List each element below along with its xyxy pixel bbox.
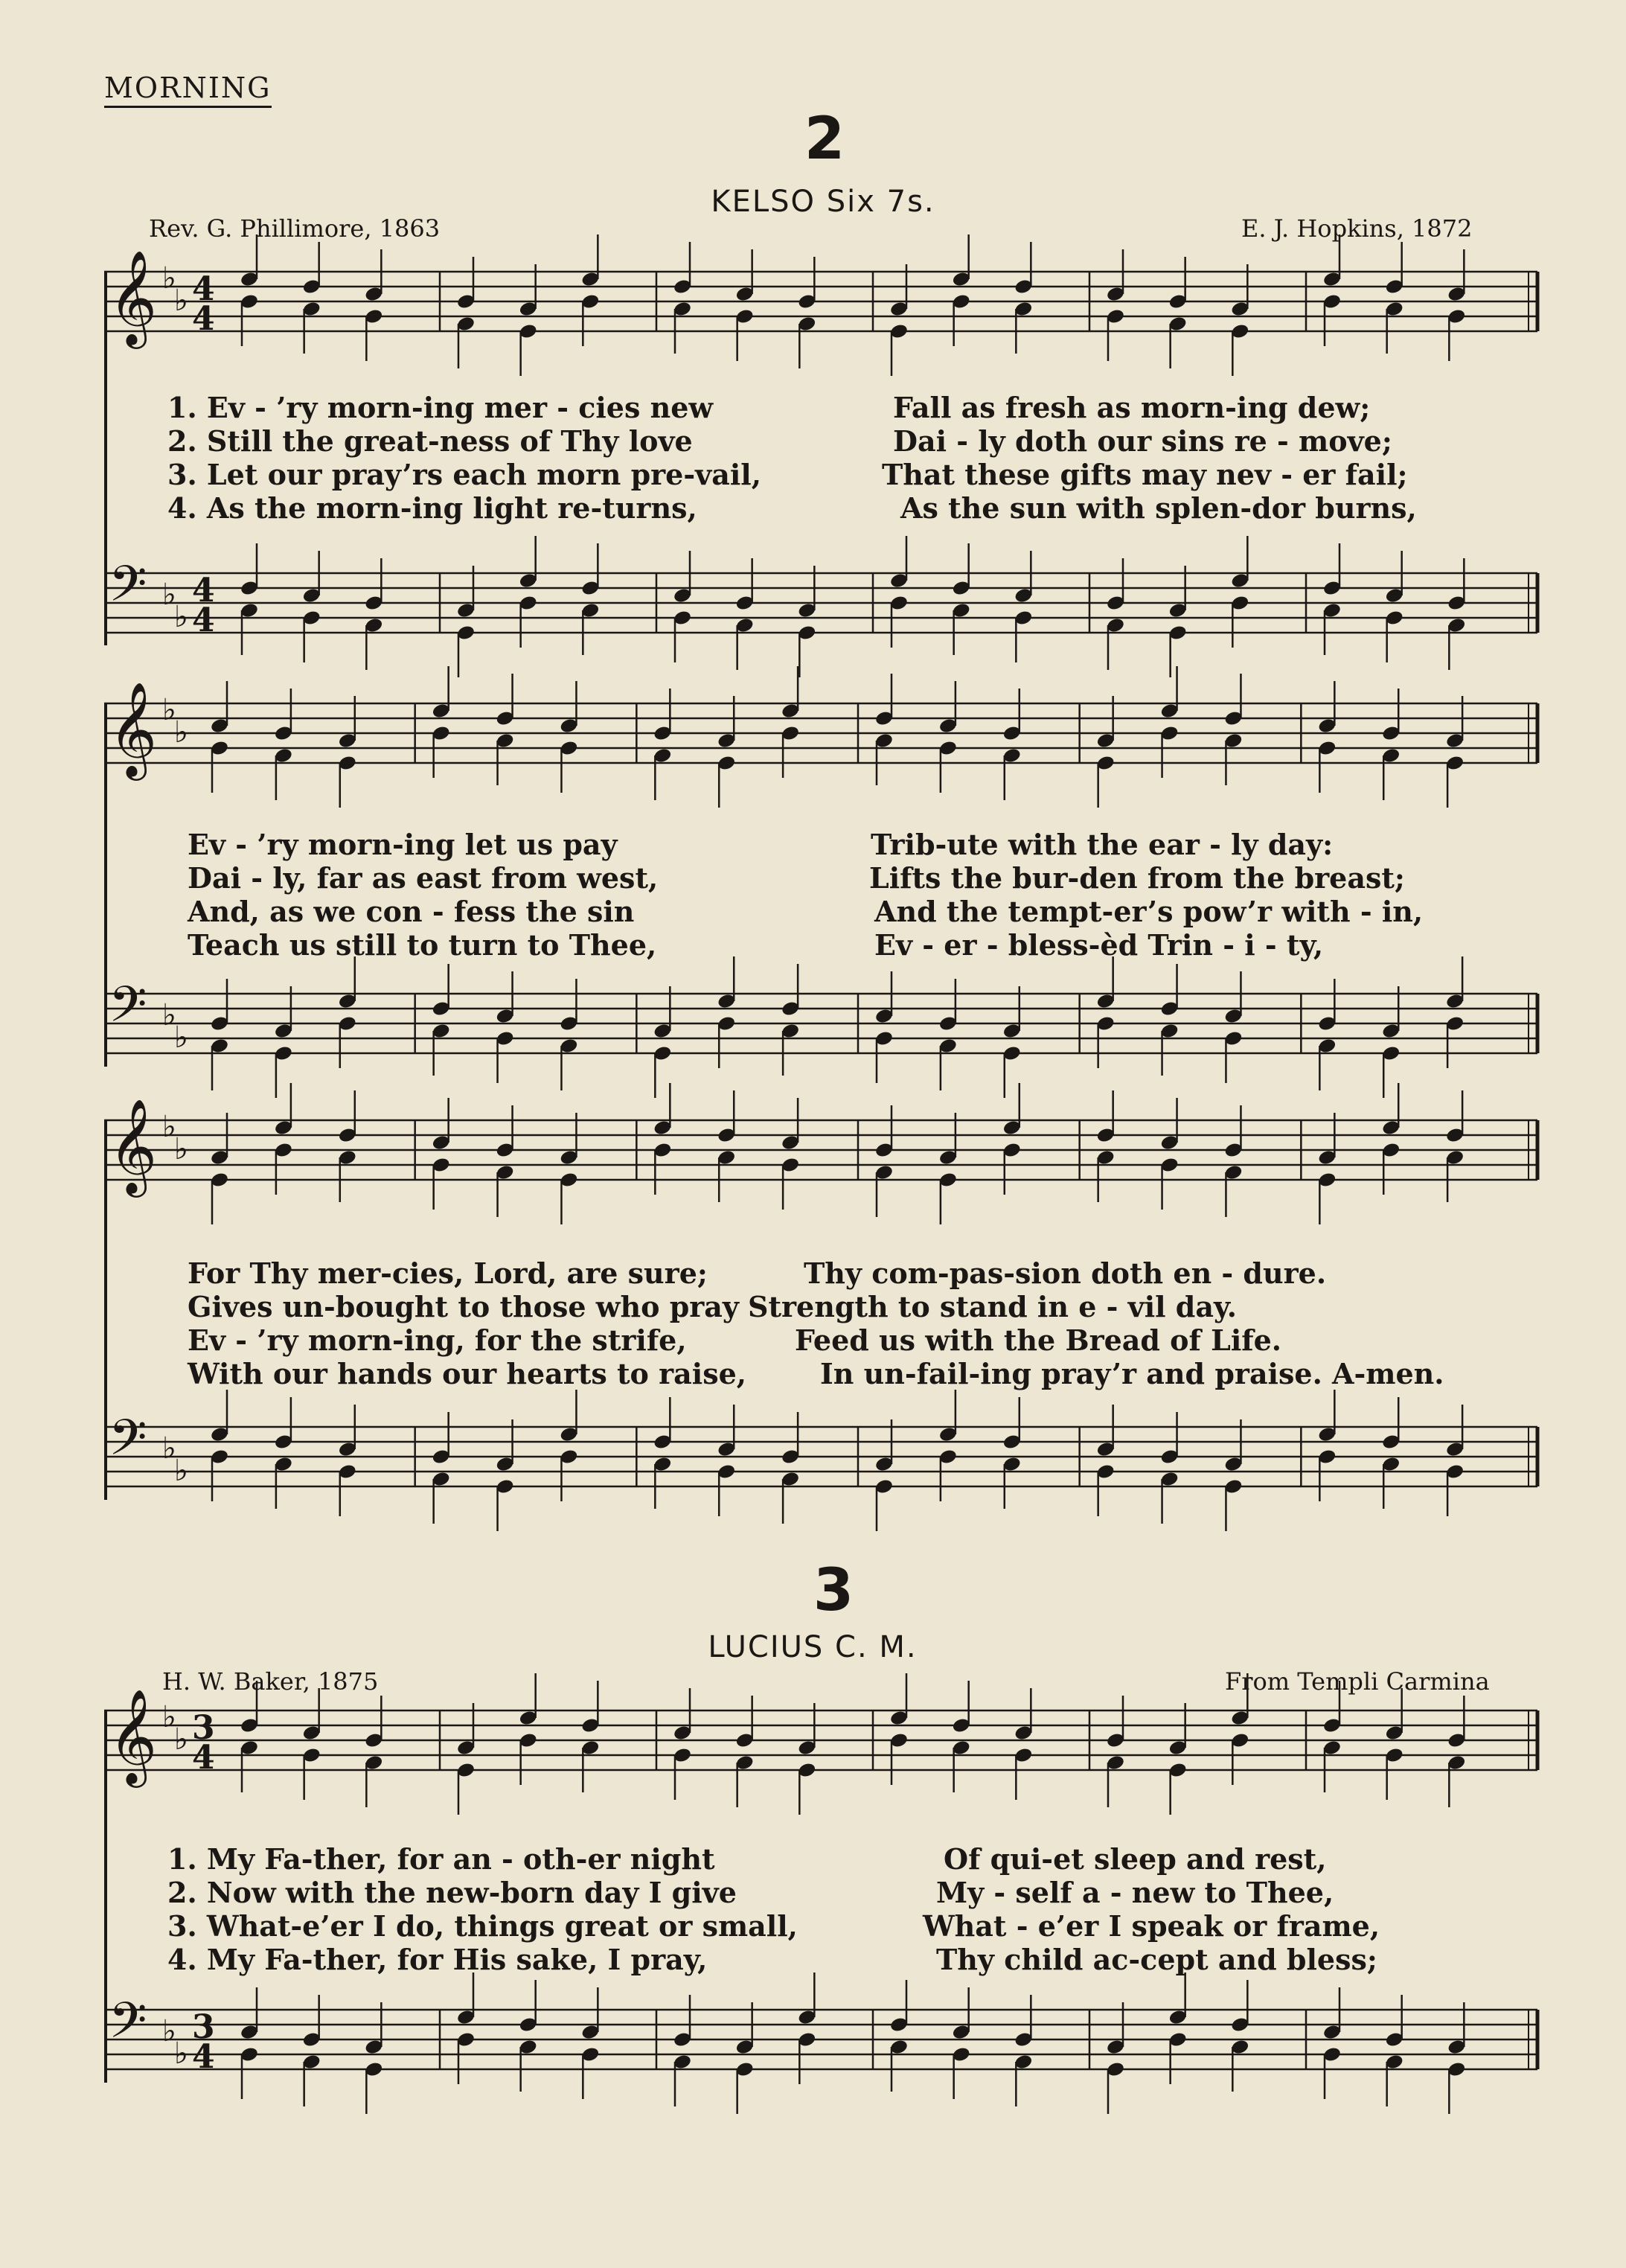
svg-text:4: 4 <box>192 2038 215 2076</box>
tune-name: KELSO Six 7s. <box>711 185 935 219</box>
bass-staff-system-1 <box>104 555 1537 648</box>
flat-icon: ♭ <box>174 1454 188 1488</box>
composer-credit: E. J. Hopkins, 1872 <box>1241 214 1473 243</box>
composer-credit: From Templi Carmina <box>1225 1667 1490 1696</box>
bass-staff-hymn-3 <box>104 1992 1537 2084</box>
treble-clef-icon: 𝄞 <box>109 681 158 776</box>
flat-icon: ♭ <box>162 578 176 612</box>
bass-clef-icon: 𝄢 <box>109 555 147 625</box>
svg-text:4: 4 <box>192 270 215 308</box>
svg-text:4: 4 <box>192 572 215 610</box>
section-label: MORNING <box>104 71 272 108</box>
treble-staff-system-3 <box>104 1098 1537 1195</box>
bass-clef-icon: 𝄢 <box>109 1409 147 1478</box>
flat-icon: ♭ <box>174 1722 188 1757</box>
svg-text:4: 4 <box>192 601 215 639</box>
treble-staff-system-1 <box>104 249 1537 346</box>
bass-staff-system-3 <box>104 1409 1537 1501</box>
author-credit: H. W. Baker, 1875 <box>162 1667 379 1696</box>
treble-clef-icon: 𝄞 <box>109 1688 158 1783</box>
system-bracket <box>104 703 107 1067</box>
treble-clef-icon: 𝄞 <box>109 249 158 345</box>
tune-name: LUCIUS C. M. <box>708 1630 918 1664</box>
flat-icon: ♭ <box>174 1132 188 1166</box>
treble-clef-icon: 𝄞 <box>109 1098 158 1193</box>
system-bracket <box>104 1120 107 1500</box>
bass-clef-icon: 𝄢 <box>109 976 147 1045</box>
flat-icon: ♭ <box>174 600 188 634</box>
flat-icon: ♭ <box>174 1020 188 1055</box>
flat-icon: ♭ <box>174 715 188 750</box>
hymn-number: 2 <box>804 106 845 173</box>
system-bracket <box>104 272 107 645</box>
flat-icon: ♭ <box>162 2014 176 2048</box>
flat-icon: ♭ <box>162 998 176 1032</box>
bass-staff-system-2 <box>104 976 1537 1068</box>
flat-icon: ♭ <box>162 1431 176 1466</box>
svg-text:3: 3 <box>192 2008 215 2046</box>
author-credit: Rev. G. Phillimore, 1863 <box>149 214 441 243</box>
system-bracket <box>104 1710 107 2083</box>
svg-text:3: 3 <box>192 1709 215 1747</box>
flat-icon: ♭ <box>174 2037 188 2071</box>
bass-clef-icon: 𝄢 <box>109 1992 147 2061</box>
flat-icon: ♭ <box>162 693 176 727</box>
hymn-number: 3 <box>813 1557 854 1624</box>
svg-text:4: 4 <box>192 1739 215 1777</box>
treble-staff-hymn-3 <box>104 1688 1537 1785</box>
flat-icon: ♭ <box>174 284 188 318</box>
treble-staff-system-2 <box>104 681 1537 778</box>
flat-icon: ♭ <box>162 1700 176 1734</box>
flat-icon: ♭ <box>162 1110 176 1144</box>
svg-text:4: 4 <box>192 300 215 338</box>
flat-icon: ♭ <box>162 261 176 296</box>
